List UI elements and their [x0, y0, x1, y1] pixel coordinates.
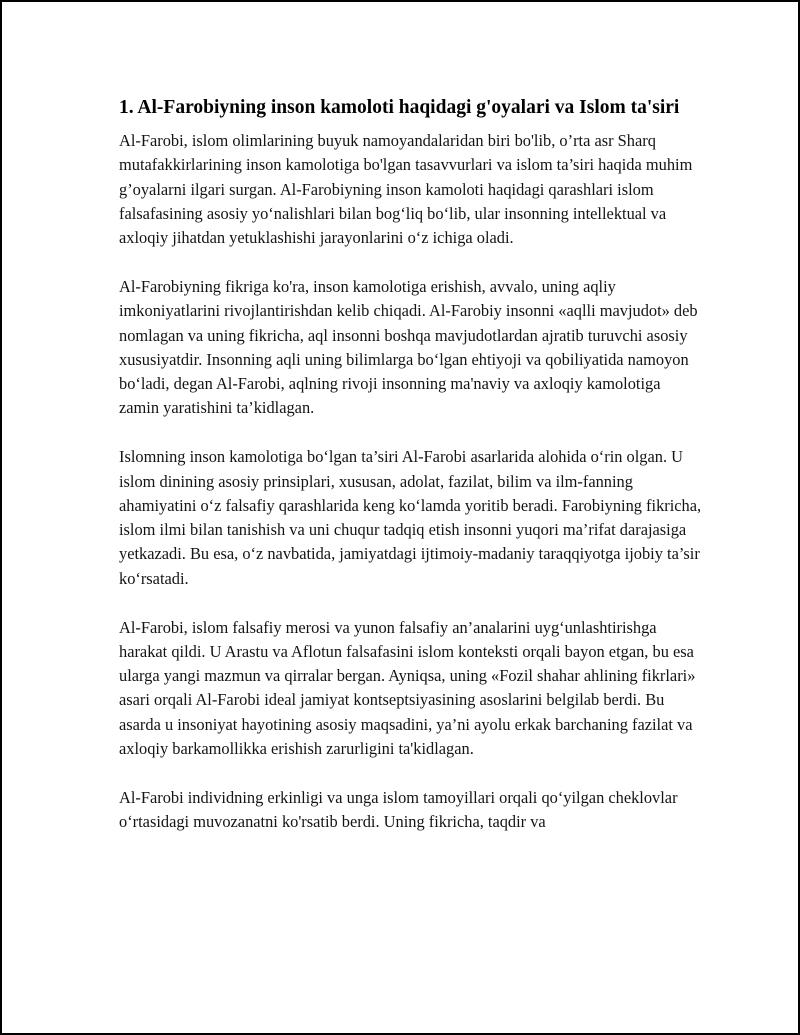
paragraph-1: Al-Farobi, islom olimlarining buyuk namoyandalaridan biri bo'lib, o’rta asr Sharq mutafakkirlarining inson kamolotiga bo'lgan tasavvurlari va islom ta’siri haqida muhim g’oyalarni ilgari surgan. Al-Farobiyning inson kamoloti haqidagi qarashlari islom falsafasining asosiy yo‘nalishlari bilan bog‘liq bo‘lib, ular insonning intellektual va axloqiy jihatdan yetuklashishi jarayonlarini o‘z ichiga oladi. — [119, 131, 693, 248]
paragraph-2: Al-Farobiyning fikriga ko'ra, inson kamolotiga erishish, avvalo, uning aqliy imkoniyatlarini rivojlantirishdan kelib chiqadi. Al-Farobiy insonni «aqlli mavjudot» deb nomlagan va uning fikricha, aql insonni boshqa mavjudotlardan ajratib turuvchi asosiy xususiyatdir. Insonning aqli uning bilimlarga bo‘lgan ehtiyoji va qobiliyatida namoyon bo‘ladi, degan Al-Farobi, aqlning rivoji insonning ma'naviy va axloqiy kamolotiga zamin yaratishini ta’kidlagan. — [119, 276, 698, 418]
paragraph-5: Al-Farobi individning erkinligi va unga islom tamoyillari orqali qo‘yilgan cheklovlar o‘rtasidagi muvozanatni ko'rsatib berdi. Uning fikricha, taqdir va — [119, 787, 678, 832]
page-content — [119, 94, 704, 834]
paragraph-4: Al-Farobi, islom falsafiy merosi va yunon falsafiy an’analarini uyg‘unlashtirishga harakat qildi. U Arastu va Aflotun falsafasini islom konteksti orqali bayon etgan, bu esa ularga yangi mazmun va qirralar bergan. Ayniqsa, uning «Fozil shahar ahlining fikrlari» asari orqali Al-Farobi ideal jamiyat kontseptsiyasining asoslarini belgilab berdi. Bu asarda u insoniyat hayotining asosiy maqsadini, ya’ni ayolu erkak barchaning fazilat va axloqiy barkamollikka erishish zarurligini ta'kidlagan. — [119, 617, 696, 759]
paragraph-3: Islomning inson kamolotiga bo‘lgan ta’siri Al-Farobi asarlarida alohida o‘rin olgan. U islom dinining asosiy prinsiplari, xususan, adolat, fazilat, bilim va ilm-fanning ahamiyatini o‘z falsafiy qarashlarida keng ko‘lamda yoritib beradi. Farobiyning fikricha, islom ilmi bilan tanishish va uni chuqur tadqiq etish insonni yuqori ma’rifat darajasiga yetkazadi. Bu esa, o‘z navbatida, jamiyatdagi ijtimoiy-madaniy taraqqiyotga ijobiy ta’sir ko‘rsatadi. — [119, 447, 702, 588]
section-heading: 1. Al-Farobiyning inson kamoloti haqidagi g'oyalari va Islom ta'siri — [119, 97, 680, 118]
